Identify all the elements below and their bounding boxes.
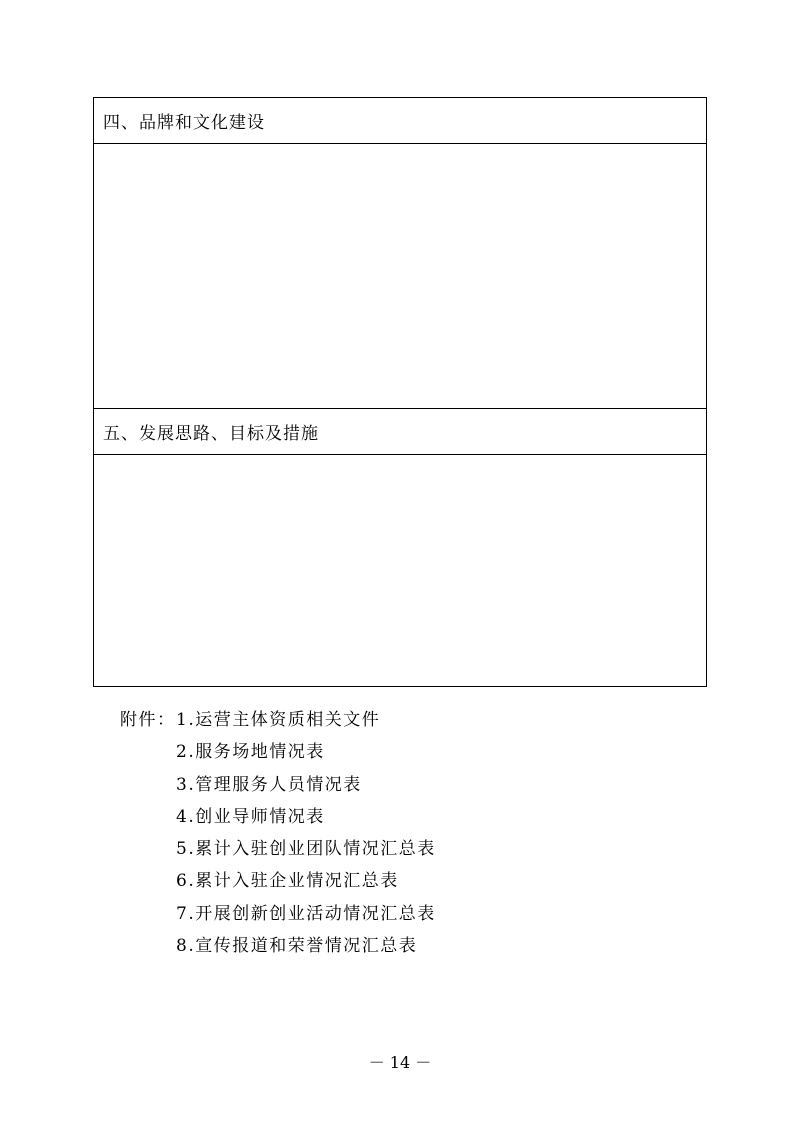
attachment-item	[120, 833, 436, 865]
attachment-item	[120, 930, 436, 962]
section-title: 四、品牌和文化建设	[103, 113, 265, 133]
attachment-label: 2.服务场地情况表	[176, 742, 325, 763]
attachment-item	[120, 865, 436, 897]
attachment-item	[120, 704, 436, 736]
section-title: 五、发展思路、目标及措施	[103, 424, 319, 444]
section-body-brand-culture	[94, 144, 706, 409]
page-number: － 14 －	[368, 1053, 432, 1072]
form-table	[93, 97, 707, 687]
attachment-label: 1.运营主体资质相关文件	[176, 710, 381, 730]
attachment-label: 6.累计入驻企业情况汇总表	[176, 871, 399, 892]
attachment-label: 8.宣传报道和荣誉情况汇总表	[176, 936, 418, 957]
section-header-development-plan	[94, 409, 706, 455]
attachment-item	[120, 801, 436, 833]
section-header-brand-culture	[94, 98, 706, 144]
section-body-development-plan	[94, 455, 706, 686]
attachment-label: 7.开展创新创业活动情况汇总表	[176, 903, 436, 924]
attachment-item	[120, 769, 436, 801]
attachment-label: 4.创业导师情况表	[176, 806, 325, 827]
attachment-label: 3.管理服务人员情况表	[176, 774, 362, 795]
attachments-prefix: 附件：	[120, 710, 176, 730]
attachment-item	[120, 898, 436, 930]
attachments-list	[120, 704, 436, 962]
attachment-item	[120, 736, 436, 768]
attachment-label: 5.累计入驻创业团队情况汇总表	[176, 839, 436, 860]
